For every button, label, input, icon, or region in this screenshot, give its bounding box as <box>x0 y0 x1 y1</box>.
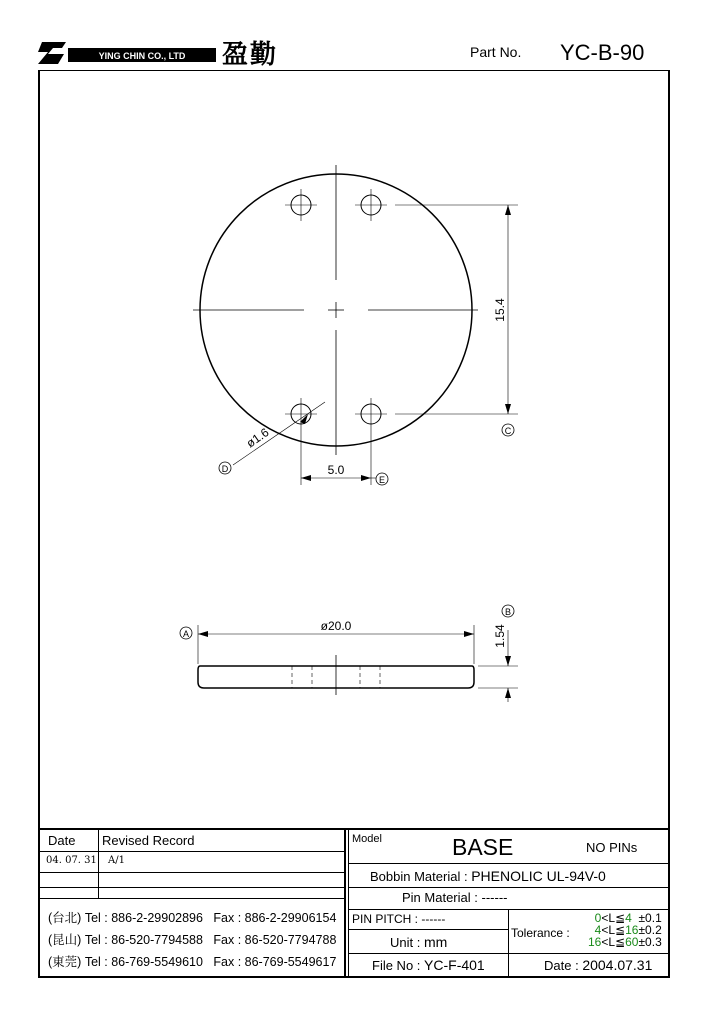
date-label: Date : <box>544 958 579 973</box>
contact-row <box>48 930 336 948</box>
bobbin-row <box>370 868 606 884</box>
contact-location: (昆山) <box>48 933 82 947</box>
contact-row <box>48 908 336 926</box>
title-block <box>38 828 670 978</box>
side-view <box>180 605 518 702</box>
ref-c: C <box>504 426 512 436</box>
revision-row-date: 04. 07. 31 <box>46 855 97 866</box>
date-row <box>544 957 652 973</box>
part-no-value: YC-B-90 <box>560 40 645 65</box>
pin-material-label: Pin Material : <box>402 890 478 905</box>
dim-dia: ø20.0 <box>320 619 352 633</box>
contact-location: (東莞) <box>48 955 82 969</box>
hole-bottom-left <box>285 398 317 430</box>
dim-width: 5.0 <box>327 463 345 477</box>
dim-height: 15.4 <box>493 298 507 322</box>
pins-value: NO PINs <box>586 840 638 855</box>
revision-date-header: Date <box>48 833 76 848</box>
contact-fax: Fax : 86-520-7794788 <box>213 933 337 947</box>
ref-e: E <box>378 475 386 485</box>
ref-a: A <box>182 629 190 639</box>
contact-tel: Tel : 886-2-29902896 <box>84 911 203 925</box>
bobbin-value: PHENOLIC UL-94V-0 <box>471 868 606 884</box>
part-no-label: Part No. <box>470 44 522 60</box>
bobbin-label: Bobbin Material : <box>370 869 468 884</box>
model-label: Model <box>352 833 382 845</box>
hole-top-left <box>285 189 317 221</box>
pin-pitch-value: ------ <box>421 912 446 926</box>
unit-label: Unit : <box>390 935 421 950</box>
top-view <box>193 165 518 485</box>
pin-material-row <box>402 890 507 905</box>
ref-d: D <box>221 464 229 474</box>
ref-b: B <box>504 607 512 617</box>
tolerance-label: Tolerance : <box>511 926 570 940</box>
company-logo <box>38 38 216 68</box>
pin-pitch-row <box>352 912 445 926</box>
contact-fax: Fax : 886-2-29906154 <box>213 911 337 925</box>
contact-row <box>48 952 336 970</box>
pin-material-value: ------ <box>481 890 508 905</box>
contact-tel: Tel : 86-520-7794588 <box>84 933 203 947</box>
revision-record-header: Revised Record <box>102 833 195 848</box>
contact-fax: Fax : 86-769-5549617 <box>213 955 337 969</box>
tolerance-table: 0<L≦4 ±0.1 4<L≦16±0.2 16<L≦60±0.3 <box>588 911 662 949</box>
hole-top-right <box>355 189 387 221</box>
contact-tel: Tel : 86-769-5549610 <box>84 955 203 969</box>
revision-row-record: A/1 <box>108 855 125 866</box>
logo-text: YING CHIN CO., LTD <box>98 51 186 61</box>
unit-row <box>390 934 447 950</box>
company-name-cn: 盈勤 <box>222 40 279 70</box>
file-row <box>372 957 485 973</box>
unit-value: mm <box>423 934 448 950</box>
contact-location: (台北) <box>48 911 82 925</box>
file-label: File No : <box>372 958 421 973</box>
pin-pitch-label: PIN PITCH : <box>352 912 419 926</box>
drawing-border <box>39 70 669 829</box>
date-value: 2004.07.31 <box>582 957 653 973</box>
dim-thickness: 1.54 <box>493 624 507 648</box>
hole-dia: ø1.6 <box>243 425 272 451</box>
model-value: BASE <box>452 834 514 860</box>
hole-bottom-right <box>355 398 387 430</box>
file-value: YC-F-401 <box>424 957 485 973</box>
technical-drawing <box>38 70 670 830</box>
